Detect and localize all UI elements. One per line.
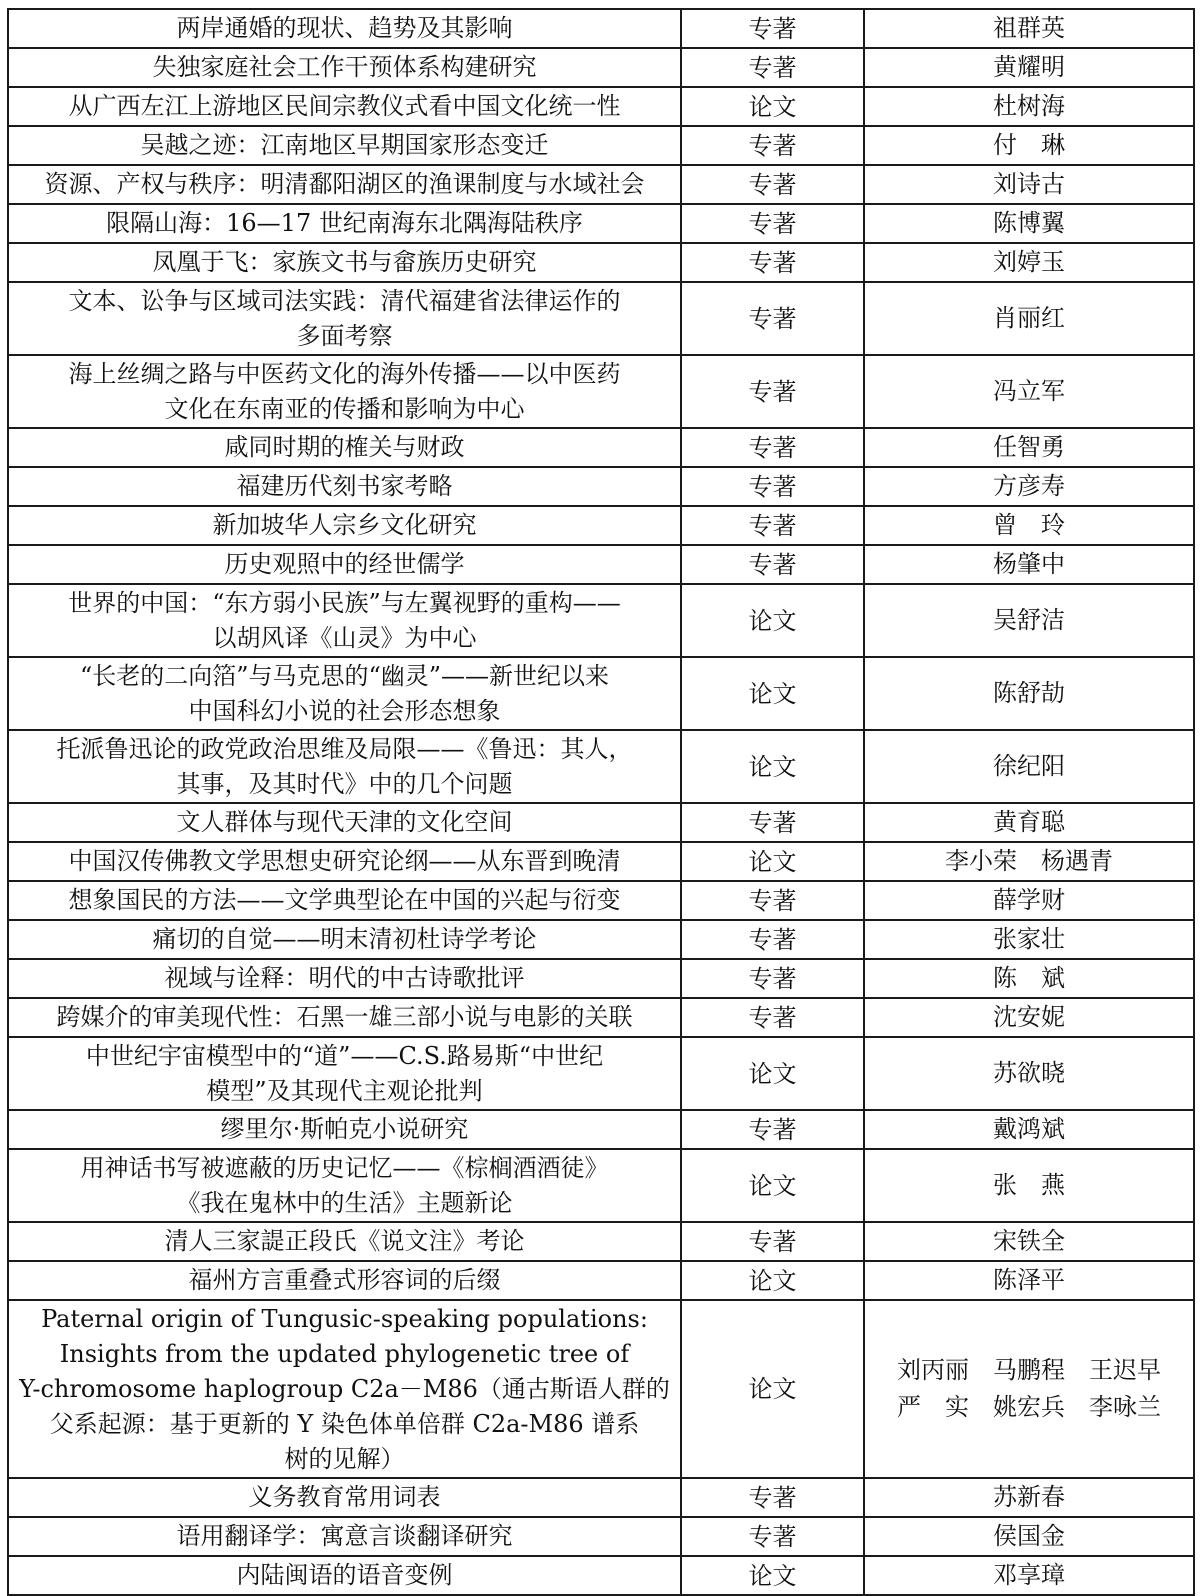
type-cell: 论文 [681, 1556, 864, 1595]
author-cell: 张 燕 [864, 1149, 1194, 1222]
type-cell: 论文 [681, 584, 864, 657]
title-cell: 想象国民的方法——文学典型论在中国的兴起与衍变 [8, 881, 681, 920]
title-cell: 清人三家諟正段氏《说文注》考论 [8, 1222, 681, 1261]
title-cell: 世界的中国：“东方弱小民族”与左翼视野的重构—— 以胡风译《山灵》为中心 [8, 584, 681, 657]
title-cell: 中国汉传佛教文学思想史研究论纲——从东晋到晚清 [8, 842, 681, 881]
author-cell: 杜树海 [864, 87, 1194, 126]
author-cell: 方彦寿 [864, 467, 1194, 506]
table-row [8, 243, 1194, 282]
title-cell: 限隔山海：16—17 世纪南海东北隅海陆秩序 [8, 204, 681, 243]
type-cell: 论文 [681, 1300, 864, 1478]
type-cell: 专著 [681, 959, 864, 998]
table-row [8, 920, 1194, 959]
type-cell: 专著 [681, 1222, 864, 1261]
table-row [8, 355, 1194, 428]
table-row [8, 959, 1194, 998]
type-cell: 论文 [681, 1261, 864, 1300]
table-row [8, 282, 1194, 355]
author-cell: 苏欲晓 [864, 1037, 1194, 1110]
type-cell: 论文 [681, 842, 864, 881]
table-row [8, 87, 1194, 126]
author-cell: 沈安妮 [864, 998, 1194, 1037]
title-cell: 福建历代刻书家考略 [8, 467, 681, 506]
title-cell: 托派鲁迅论的政党政治思维及局限——《鲁迅：其人， 其事，及其时代》中的几个问题 [8, 730, 681, 803]
title-cell: 从广西左江上游地区民间宗教仪式看中国文化统一性 [8, 87, 681, 126]
table-row [8, 584, 1194, 657]
table-row [8, 1149, 1194, 1222]
table-row [8, 1478, 1194, 1517]
title-cell: 凤凰于飞：家族文书与畲族历史研究 [8, 243, 681, 282]
table-row [8, 545, 1194, 584]
title-cell: 缪里尔·斯帕克小说研究 [8, 1110, 681, 1149]
table-row [8, 730, 1194, 803]
title-cell: 义务教育常用词表 [8, 1478, 681, 1517]
author-cell: 杨肇中 [864, 545, 1194, 584]
title-cell: 跨媒介的审美现代性：石黑一雄三部小说与电影的关联 [8, 998, 681, 1037]
type-cell: 专著 [681, 282, 864, 355]
author-cell: 陈舒劼 [864, 657, 1194, 730]
type-cell: 专著 [681, 9, 864, 48]
author-cell: 冯立军 [864, 355, 1194, 428]
author-cell: 戴鸿斌 [864, 1110, 1194, 1149]
type-cell: 专著 [681, 126, 864, 165]
type-cell: 论文 [681, 657, 864, 730]
table-row [8, 1222, 1194, 1261]
title-cell: 内陆闽语的语音变例 [8, 1556, 681, 1595]
author-cell: 付 琳 [864, 126, 1194, 165]
type-cell: 论文 [681, 730, 864, 803]
type-cell: 专著 [681, 165, 864, 204]
table-row [8, 657, 1194, 730]
type-cell: 专著 [681, 204, 864, 243]
type-cell: 专著 [681, 881, 864, 920]
author-cell: 刘丙丽 马鹏程 王迟早 严 实 姚宏兵 李咏兰 [864, 1300, 1194, 1478]
type-cell: 专著 [681, 467, 864, 506]
title-cell: Paternal origin of Tungusic-speaking populations: Insights from the updated phylogenetic tree of Y-chromosome haplogroup C2a－M86（通古斯语人群的 父系起源：基于更新的 Y 染色体单倍群 C2a-M86 谱系 树的见解） [8, 1300, 681, 1478]
author-cell: 陈 斌 [864, 959, 1194, 998]
table-row [8, 48, 1194, 87]
author-cell: 徐纪阳 [864, 730, 1194, 803]
author-cell: 宋铁全 [864, 1222, 1194, 1261]
title-cell: 中世纪宇宙模型中的“道”——C.S.路易斯“中世纪 模型”及其现代主观论批判 [8, 1037, 681, 1110]
type-cell: 专著 [681, 1110, 864, 1149]
table-row [8, 126, 1194, 165]
title-cell: 福州方言重叠式形容词的后缀 [8, 1261, 681, 1300]
table-row [8, 1517, 1194, 1556]
author-cell: 苏新春 [864, 1478, 1194, 1517]
table-row [8, 1556, 1194, 1595]
table-row [8, 1037, 1194, 1110]
type-cell: 专著 [681, 803, 864, 842]
title-cell: 失独家庭社会工作干预体系构建研究 [8, 48, 681, 87]
type-cell: 专著 [681, 506, 864, 545]
title-cell: 咸同时期的榷关与财政 [8, 428, 681, 467]
title-cell: 文人群体与现代天津的文化空间 [8, 803, 681, 842]
author-cell: 李小荣 杨遇青 [864, 842, 1194, 881]
title-cell: 海上丝绸之路与中医药文化的海外传播——以中医药 文化在东南亚的传播和影响为中心 [8, 355, 681, 428]
type-cell: 专著 [681, 1517, 864, 1556]
type-cell: 专著 [681, 428, 864, 467]
author-cell: 邓享璋 [864, 1556, 1194, 1595]
table-row [8, 998, 1194, 1037]
author-cell: 刘婷玉 [864, 243, 1194, 282]
author-cell: 刘诗古 [864, 165, 1194, 204]
title-cell: 痛切的自觉——明末清初杜诗学考论 [8, 920, 681, 959]
table-row [8, 1261, 1194, 1300]
table-row [8, 165, 1194, 204]
author-cell: 曾 玲 [864, 506, 1194, 545]
title-cell: 吴越之迹：江南地区早期国家形态变迁 [8, 126, 681, 165]
table-row [8, 842, 1194, 881]
type-cell: 专著 [681, 1478, 864, 1517]
title-cell: 新加坡华人宗乡文化研究 [8, 506, 681, 545]
title-cell: 资源、产权与秩序：明清鄱阳湖区的渔课制度与水域社会 [8, 165, 681, 204]
author-cell: 肖丽红 [864, 282, 1194, 355]
table-row [8, 803, 1194, 842]
type-cell: 专著 [681, 998, 864, 1037]
author-cell: 黄育聪 [864, 803, 1194, 842]
publication-table [7, 8, 1195, 1596]
table-row [8, 467, 1194, 506]
author-cell: 侯国金 [864, 1517, 1194, 1556]
type-cell: 专著 [681, 920, 864, 959]
title-cell: 用神话书写被遮蔽的历史记忆——《棕榈酒酒徒》 《我在鬼林中的生活》主题新论 [8, 1149, 681, 1222]
type-cell: 专著 [681, 48, 864, 87]
title-cell: 视域与诠释：明代的中古诗歌批评 [8, 959, 681, 998]
table-row [8, 204, 1194, 243]
author-cell: 祖群英 [864, 9, 1194, 48]
type-cell: 论文 [681, 1037, 864, 1110]
table-row [8, 506, 1194, 545]
type-cell: 论文 [681, 87, 864, 126]
title-cell: “长老的二向箔”与马克思的“幽灵”——新世纪以来 中国科幻小说的社会形态想象 [8, 657, 681, 730]
table-row [8, 881, 1194, 920]
author-cell: 吴舒洁 [864, 584, 1194, 657]
title-cell: 历史观照中的经世儒学 [8, 545, 681, 584]
table-row [8, 1300, 1194, 1478]
author-cell: 任智勇 [864, 428, 1194, 467]
type-cell: 论文 [681, 1149, 864, 1222]
author-cell: 陈博翼 [864, 204, 1194, 243]
table-row [8, 1110, 1194, 1149]
title-cell: 两岸通婚的现状、趋势及其影响 [8, 9, 681, 48]
author-cell: 薛学财 [864, 881, 1194, 920]
type-cell: 专著 [681, 355, 864, 428]
type-cell: 专著 [681, 545, 864, 584]
title-cell: 文本、讼争与区域司法实践：清代福建省法律运作的 多面考察 [8, 282, 681, 355]
table-row [8, 428, 1194, 467]
title-cell: 语用翻译学：寓意言谈翻译研究 [8, 1517, 681, 1556]
publication-table-body [8, 9, 1194, 1595]
author-cell: 张家壮 [864, 920, 1194, 959]
author-cell: 黄耀明 [864, 48, 1194, 87]
type-cell: 专著 [681, 243, 864, 282]
author-cell: 陈泽平 [864, 1261, 1194, 1300]
table-row [8, 9, 1194, 48]
